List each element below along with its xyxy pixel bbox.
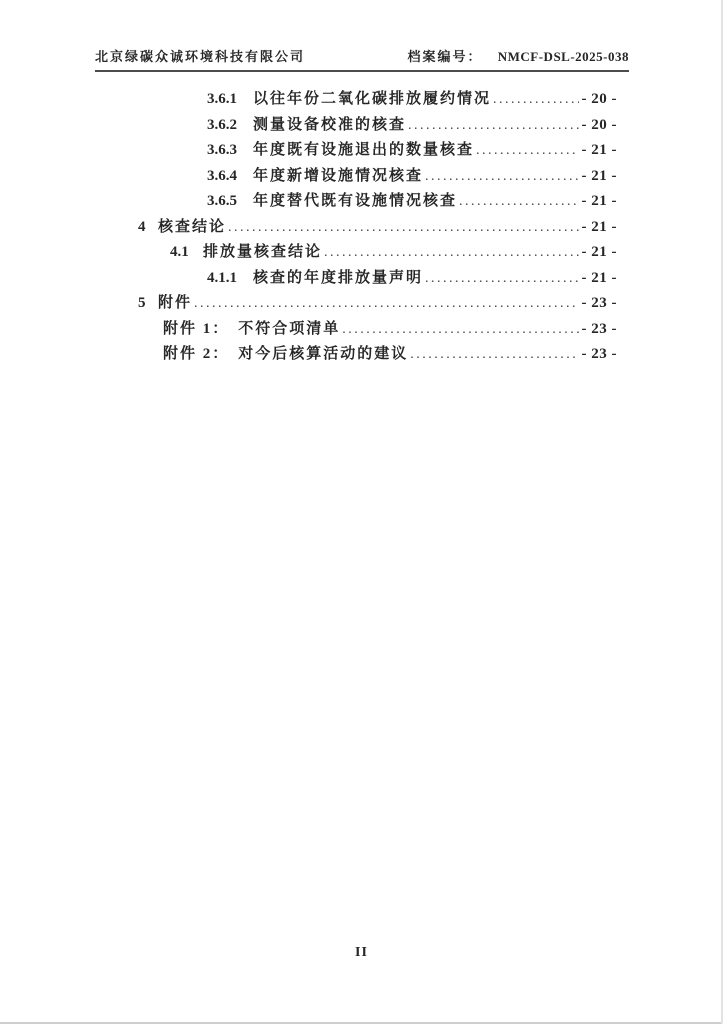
archive-number-value: NMCF-DSL-2025-038: [497, 49, 629, 64]
page-header: [95, 46, 629, 72]
toc-entry-title: 测量设备校准的核查: [253, 116, 407, 133]
page-number: II: [355, 945, 368, 960]
dot-leader: [425, 164, 578, 190]
toc-entry-page: - 21 -: [581, 269, 617, 286]
page-footer: [0, 945, 723, 961]
toc-entry: [95, 240, 617, 266]
toc-entry-number: 附件 1：: [163, 320, 230, 337]
toc-entry: [95, 266, 617, 292]
toc-entry-title: 年度替代既有设施情况核查: [253, 193, 458, 209]
dot-leader: [425, 266, 578, 292]
dot-leader: [476, 138, 578, 164]
toc-entry-page: - 21 -: [581, 142, 617, 158]
archive-number-label: 档案编号：: [407, 49, 483, 64]
toc-entry-title: 以往年份二氧化碳排放履约情况: [253, 91, 492, 107]
table-of-contents: [95, 87, 617, 368]
toc-entry-number: 4.1: [170, 244, 189, 260]
toc-entry-title: 排放量核查结论: [203, 244, 323, 260]
toc-entry: [95, 291, 617, 317]
toc-entry-number: 4: [138, 218, 146, 235]
dot-leader: [459, 189, 578, 215]
toc-entry: [95, 113, 617, 139]
toc-entry-number: 3.6.2: [207, 116, 237, 133]
dot-leader: [228, 215, 578, 241]
archive-number: [407, 46, 629, 65]
toc-entry-number: 3.6.1: [207, 91, 237, 107]
dot-leader: [410, 342, 578, 368]
dot-leader: [493, 87, 578, 113]
toc-entry-title: 对今后核算活动的建议: [238, 346, 409, 362]
toc-entry-page: - 23 -: [581, 346, 617, 362]
toc-entry: [95, 164, 617, 190]
toc-entry-page: - 20 -: [581, 91, 617, 107]
toc-entry: [95, 189, 617, 215]
toc-entry-appendix: [95, 342, 617, 368]
dot-leader: [408, 113, 578, 139]
toc-entry-number: 4.1.1: [207, 269, 237, 286]
dot-leader: [324, 240, 578, 266]
toc-entry-page: - 21 -: [581, 167, 617, 184]
toc-entry-number: 附件 2：: [163, 346, 230, 362]
toc-entry-appendix: [95, 317, 617, 343]
toc-entry-page: - 21 -: [581, 218, 617, 235]
toc-entry: [95, 215, 617, 241]
toc-entry-title: 附件: [158, 295, 193, 311]
toc-entry: [95, 138, 617, 164]
toc-entry-title: 年度新增设施情况核查: [253, 167, 424, 184]
dot-leader: [342, 317, 578, 343]
toc-entry-title: 年度既有设施退出的数量核查: [253, 142, 475, 158]
toc-entry-title: 不符合项清单: [238, 320, 341, 337]
toc-entry-page: - 23 -: [581, 320, 617, 337]
dot-leader: [194, 291, 578, 317]
toc-entry-page: - 21 -: [581, 193, 617, 209]
toc-entry-page: - 23 -: [581, 295, 617, 311]
toc-entry-page: - 20 -: [581, 116, 617, 133]
company-name: 北京绿碳众诚环境科技有限公司: [95, 49, 306, 64]
toc-entry-number: 3.6.4: [207, 167, 237, 184]
toc-entry-number: 5: [138, 295, 146, 311]
toc-entry-title: 核查的年度排放量声明: [253, 269, 424, 286]
toc-entry: [95, 87, 617, 113]
toc-entry-number: 3.6.5: [207, 193, 237, 209]
toc-entry-title: 核查结论: [158, 218, 227, 235]
toc-entry-page: - 21 -: [581, 244, 617, 260]
toc-entry-number: 3.6.3: [207, 142, 237, 158]
